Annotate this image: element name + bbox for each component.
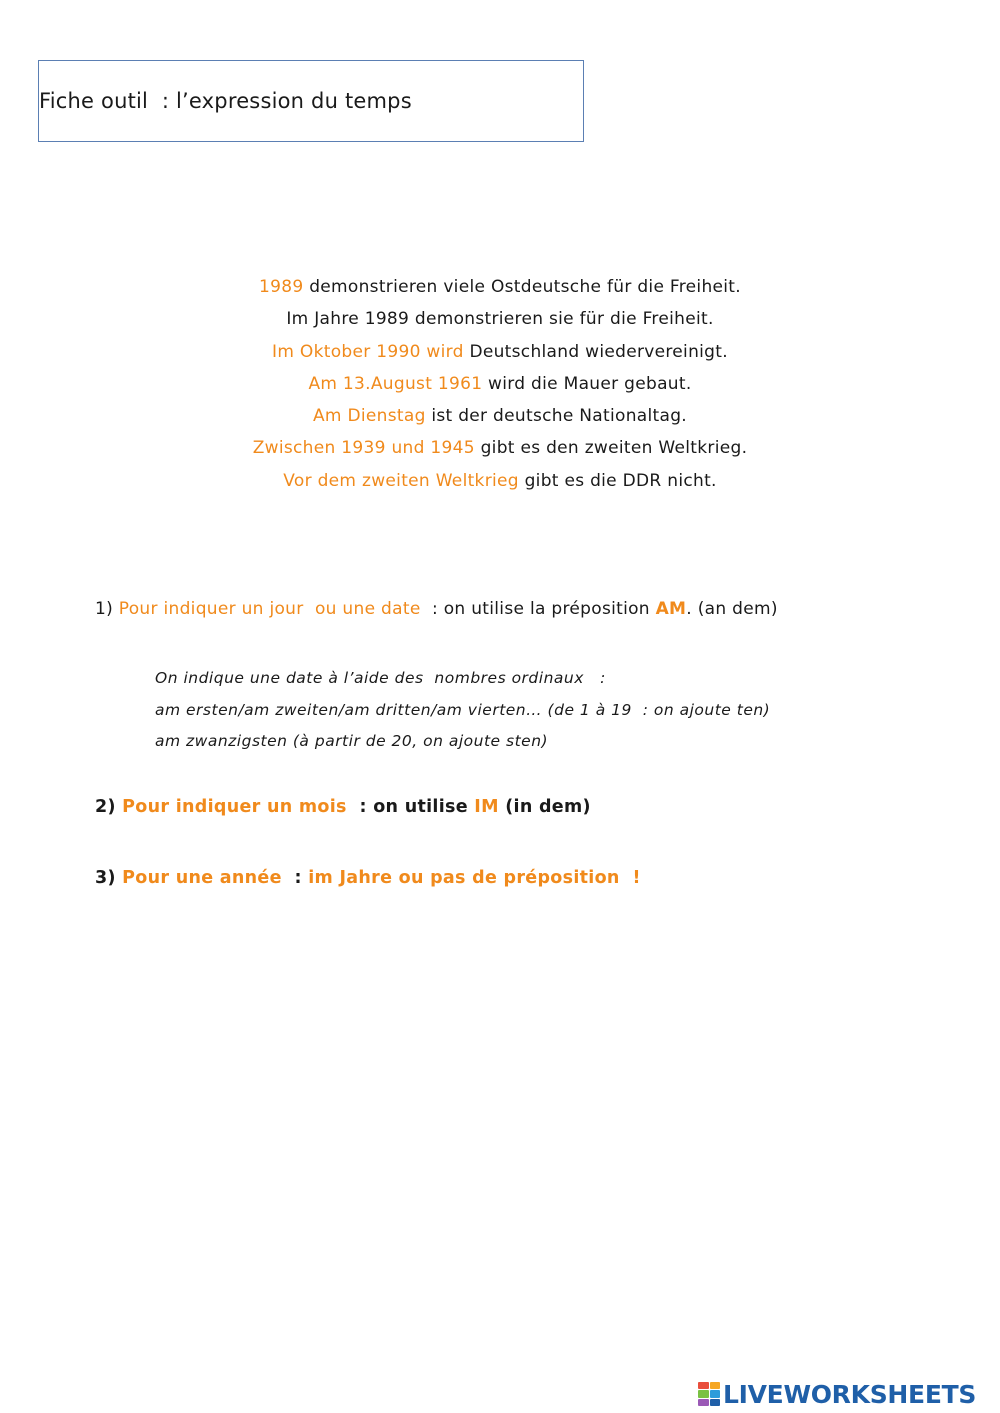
example-sentence-3 — [0, 339, 1000, 371]
liveworksheets-logo[interactable] — [698, 1378, 976, 1410]
time-expression: Im Oktober 1990 wird — [272, 341, 464, 362]
rule-number: 1) — [95, 599, 119, 619]
sentence-rest: wird die Mauer gebaut. — [482, 373, 692, 394]
time-expression: Vor dem zweiten Weltkrieg — [283, 470, 519, 491]
rule-number: 2) — [95, 797, 123, 817]
icon-block — [698, 1390, 709, 1397]
icon-block — [698, 1399, 709, 1406]
time-expression: Am Dienstag — [312, 406, 426, 427]
icon-block — [698, 1382, 709, 1389]
page-title: Fiche outil : l’expression du temps — [39, 89, 412, 113]
note-line-1: On indique une date à l’aide des nombres ordinaux : — [155, 669, 606, 687]
icon-block — [710, 1399, 721, 1406]
sentence-rest: Deutschland wiedervereinigt. — [463, 341, 728, 362]
rule-text: : on utilise la préposition — [420, 599, 656, 619]
example-sentence-5 — [0, 403, 1000, 435]
example-sentences — [0, 274, 1000, 500]
rule-keyword: im Jahre ou pas de préposition ! — [308, 868, 641, 888]
sentence-rest: demonstrieren viele Ostdeutsche für die Freiheit. — [303, 277, 741, 297]
rule-text-end: . (an dem) — [686, 599, 778, 619]
rule-text-end: (in dem) — [498, 797, 591, 817]
rule-keyword: IM — [474, 797, 499, 817]
time-expression: Am 13.August 1961 — [308, 373, 483, 394]
rule-day-date — [95, 599, 778, 619]
sentence-rest: gibt es den zweiten Weltkrieg. — [474, 438, 748, 459]
example-sentence-7 — [0, 468, 1000, 500]
rule-keyword: AM — [655, 599, 687, 619]
rule-heading: Pour une année — [122, 868, 282, 888]
time-expression: 1989 — [259, 277, 304, 297]
note-line-3: am zwanzigsten (à partir de 20, on ajoute sten) — [155, 732, 549, 750]
liveworksheets-wordmark: LIVEWORKSHEETS — [723, 1379, 977, 1409]
rule-month — [95, 797, 591, 817]
sentence-rest: ist der deutsche Nationaltag. — [425, 406, 687, 427]
rule-heading: Pour indiquer un mois — [122, 797, 347, 817]
time-expression: Zwischen 1939 und 1945 — [252, 438, 475, 459]
liveworksheets-icon — [698, 1382, 720, 1406]
note-line-2: am ersten/am zweiten/am dritten/am vierten… (de 1 à 19 : on ajoute ten) — [155, 700, 771, 719]
title-box — [38, 60, 584, 142]
example-sentence-2 — [0, 306, 1000, 338]
sentence-rest: Im Jahre 1989 demonstrieren sie für die Freiheit. — [286, 309, 714, 330]
icon-block — [710, 1382, 721, 1389]
example-sentence-1 — [0, 274, 1000, 306]
rule-heading: Pour indiquer un jour ou une date — [118, 599, 421, 619]
rule-year — [95, 868, 641, 888]
ordinal-note — [155, 666, 770, 761]
rule-text: : on utilise — [346, 797, 475, 817]
example-sentence-6 — [0, 435, 1000, 467]
icon-block — [710, 1390, 721, 1397]
rule-number: 3) — [95, 868, 123, 888]
sentence-rest: gibt es die DDR nicht. — [518, 470, 717, 491]
example-sentence-4 — [0, 371, 1000, 403]
rule-text: : — [281, 868, 309, 888]
